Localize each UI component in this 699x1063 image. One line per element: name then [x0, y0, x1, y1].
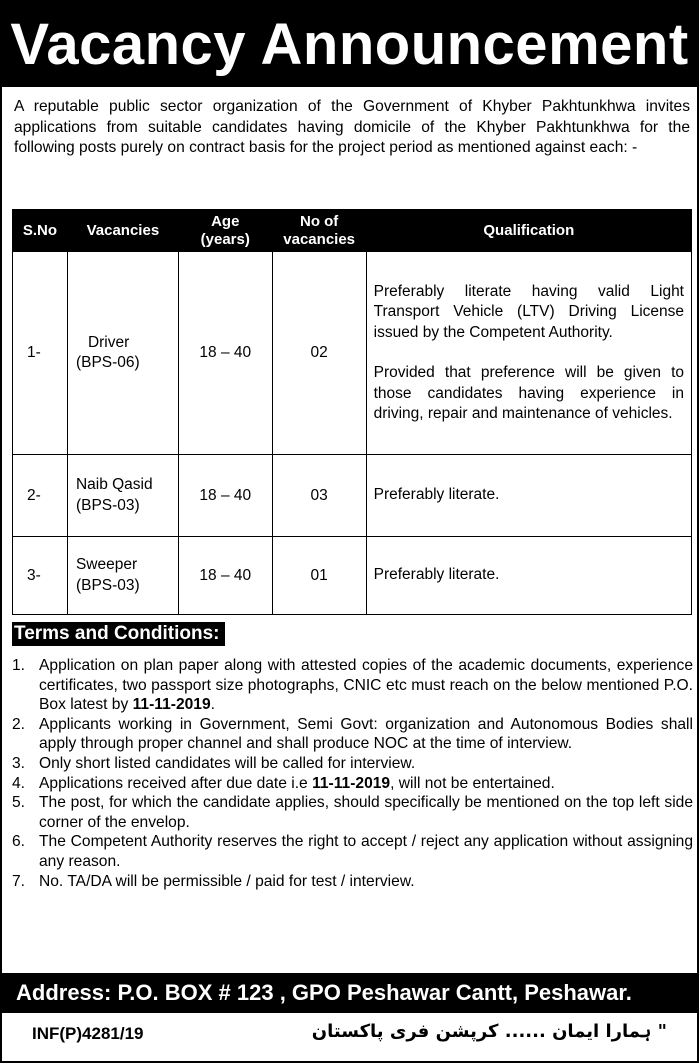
table-row [13, 537, 692, 615]
terms-item [12, 656, 693, 715]
row-post-title: Sweeper [75, 556, 138, 573]
row-qualification [366, 252, 691, 455]
row-count: 03 [272, 455, 366, 537]
terms-item [12, 754, 693, 774]
terms-item-number: 3. [12, 754, 26, 772]
row-post-title: Naib Qasid [75, 476, 153, 493]
row-age: 18 – 40 [178, 455, 272, 537]
terms-item [12, 774, 693, 794]
address-bar: Address: P.O. BOX # 123 , GPO Peshawar Cantt, Peshawar. [2, 973, 697, 1013]
row-post-bps: (BPS-03) [75, 576, 140, 594]
header-age-line2: (years) [200, 230, 250, 248]
header-qualification: Qualification [366, 210, 691, 252]
terms-item-number: 6. [12, 833, 26, 851]
header-age-line1: Age [211, 212, 240, 230]
terms-item-text: Applicants working in Government, Semi Govt: organization and Autonomous Bodies shall apply through proper channel and shall produce NOC at the time of interview. [39, 715, 693, 753]
header-sno: S.No [13, 210, 68, 252]
table-row [13, 252, 692, 455]
vacancy-table [12, 209, 692, 615]
row-post [67, 252, 178, 455]
row-post [67, 537, 178, 615]
table-row [13, 455, 692, 537]
terms-item-number: 1. [12, 657, 26, 674]
terms-item-text: Only short listed candidates will be called for interview. [39, 754, 416, 772]
terms-item-number: 2. [12, 715, 26, 733]
terms-item [12, 832, 693, 871]
row-sno: 3- [13, 537, 68, 615]
page-title: Vacancy Announcement [2, 2, 697, 87]
header-count-line1: No of [299, 212, 339, 230]
row-sno: 2- [13, 455, 68, 537]
row-post [67, 455, 178, 537]
intro-paragraph: A reputable public sector organization of the Government of Khyber Pakhtunkhwa invites applications from suitable candidates having domicile of the Khyber Pakhtunkhwa for the following posts purely on contract basis for the project period as mentioned against each: - [14, 98, 690, 156]
row-post-title: Driver [87, 333, 130, 351]
terms-item-number: 5. [12, 794, 26, 812]
terms-item-text: Applications received after due date i.e [39, 774, 313, 792]
terms-item-suffix: , will not be entertained. [390, 774, 555, 792]
deadline-date: 11-11-2019 [312, 774, 391, 792]
terms-item-text: The post, for which the candidate applies, should specifically be mentioned on the top left side corner of the envelop. [39, 794, 693, 831]
terms-item-text: The Competent Authority reserves the right to accept / reject any application without assigning any reason. [39, 833, 693, 870]
row-age: 18 – 40 [178, 252, 272, 455]
row-count: 02 [272, 252, 366, 455]
reference-number: INF(P)4281/19 [32, 1024, 144, 1043]
terms-list [12, 656, 693, 891]
table-header-row [13, 210, 692, 252]
urdu-slogan: " ہمارا ایمان ...... کرپشن فری پاکستان [311, 1021, 667, 1042]
terms-item [12, 793, 693, 832]
header-count [272, 210, 366, 252]
row-qualification: Preferably literate. [366, 537, 691, 615]
terms-item-text: Application on plan paper along with attested copies of the academic documents, experience certificates, two passport size photographs, CNIC etc must reach on the below mentioned P.O. Box latest by [39, 657, 693, 714]
terms-item [12, 872, 693, 892]
terms-heading: Terms and Conditions: [12, 622, 225, 646]
row-age: 18 – 40 [178, 537, 272, 615]
row-sno: 1- [13, 252, 68, 455]
terms-item-suffix: . [210, 696, 215, 714]
terms-item-number: 7. [12, 872, 26, 890]
row-qualification: Preferably literate. [366, 455, 691, 537]
deadline-date: 11-11-2019 [132, 696, 211, 714]
qualification-note: Provided that preference will be given to those candidates having experience in driving, repair and maintenance of vehicles. [373, 364, 684, 422]
row-count: 01 [272, 537, 366, 615]
terms-item-text: No. TA/DA will be permissible / paid for test / interview. [39, 872, 415, 890]
terms-item-number: 4. [12, 774, 26, 792]
header-age [178, 210, 272, 252]
row-post-bps: (BPS-06) [75, 354, 140, 371]
qualification-text: Preferably literate having valid Light Transport Vehicle (LTV) Driving License issued by the Competent Authority. [373, 282, 684, 341]
terms-item [12, 715, 693, 754]
header-count-line2: vacancies [283, 230, 356, 248]
header-vacancies: Vacancies [67, 210, 178, 252]
row-post-bps: (BPS-03) [75, 496, 140, 514]
